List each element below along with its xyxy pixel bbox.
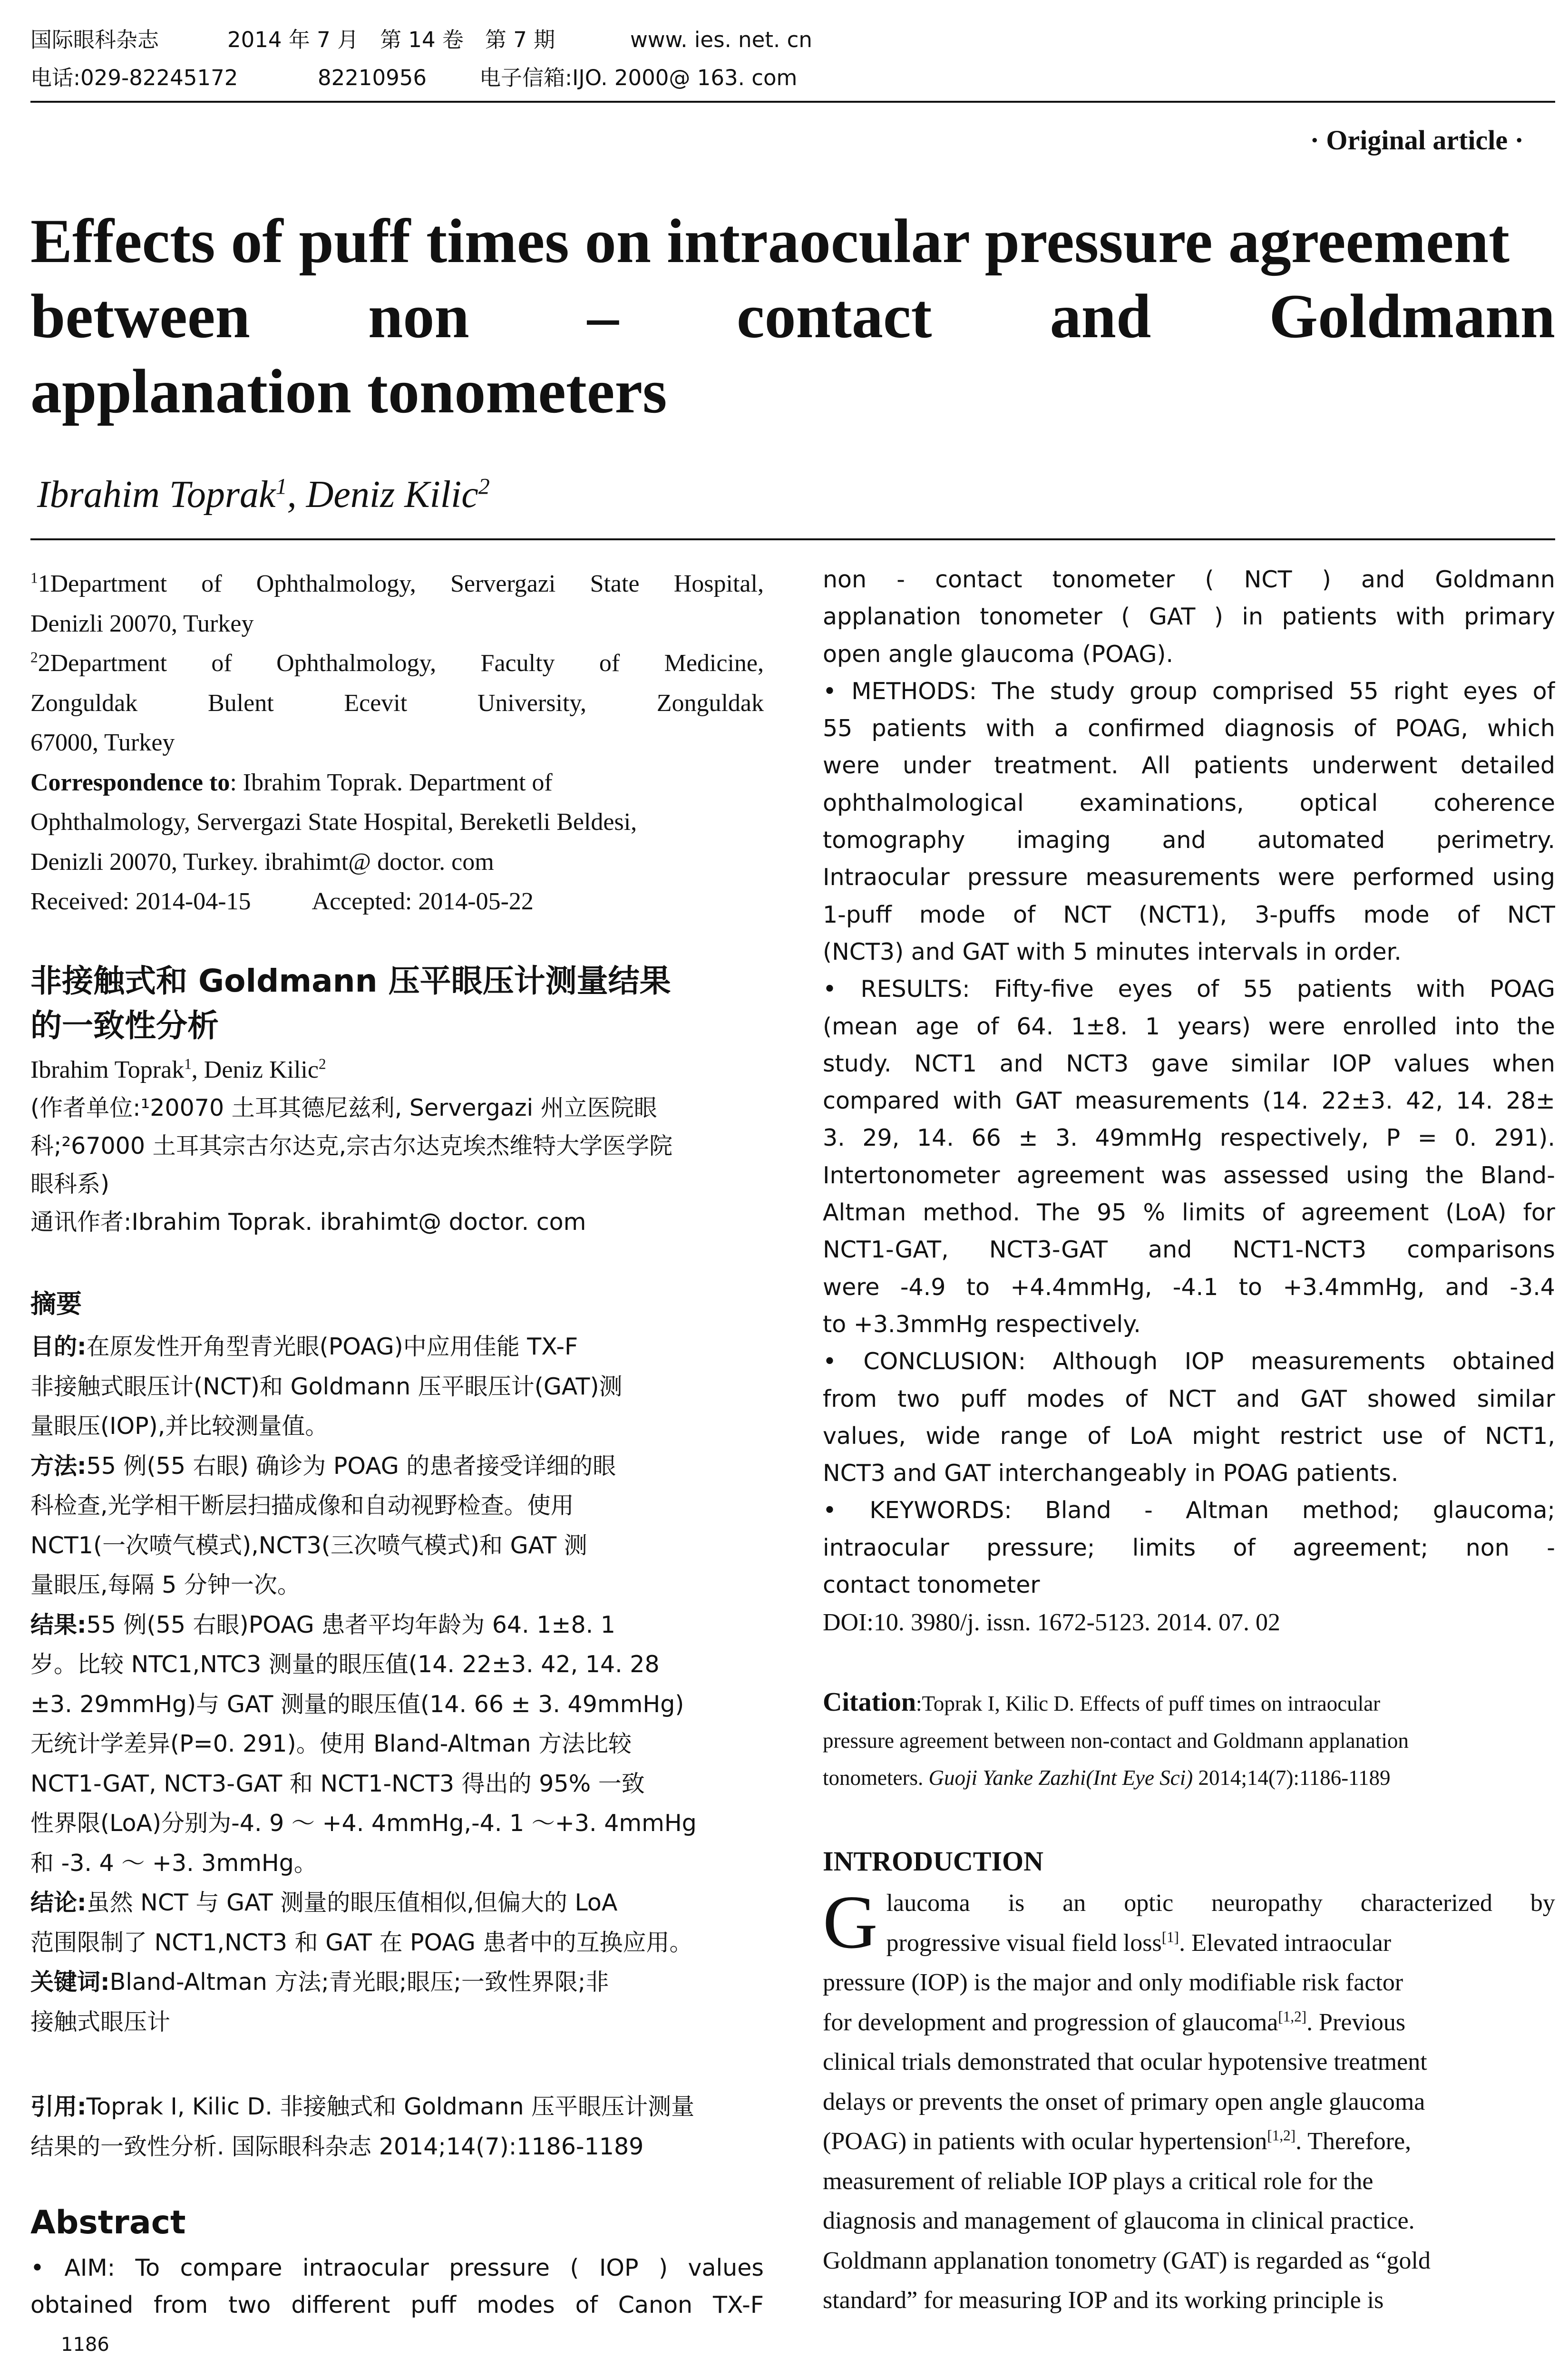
phone-number: 电话:029-82245172 bbox=[30, 65, 238, 90]
author-rule bbox=[30, 538, 1555, 540]
abstract-line: Intraocular pressure measurements were performed using bbox=[823, 864, 1555, 891]
cn-abstract-body bbox=[30, 1327, 764, 2042]
abstract-line: study. NCT1 and NCT3 gave similar IOP values when bbox=[823, 1050, 1555, 1077]
abstract-line: • RESULTS: Fifty-five eyes of 55 patients with POAG bbox=[823, 975, 1555, 1003]
cn-abstract-heading: 摘要 bbox=[30, 1289, 82, 1319]
abstract-line: intraocular pressure; limits of agreement; non - bbox=[823, 1534, 1555, 1561]
abstract-line: • METHODS: The study group comprised 55 right eyes of bbox=[823, 677, 1555, 705]
abstract-line: Altman method. The 95 % limits of agreement (LoA) for bbox=[823, 1199, 1555, 1227]
author-name: Deniz Kilic bbox=[306, 474, 478, 516]
abstract-line: tomography imaging and automated perimetry. bbox=[823, 827, 1555, 854]
cn-citation: 引用:Toprak I, Kilic D. 非接触式和 Goldmann 压平眼压计测量 结果的一致性分析. 国际眼科杂志 2014;14(7):1186-1189 bbox=[30, 2093, 695, 2160]
email-address[interactable]: 电子信箱:IJO. 2000@ 163. com bbox=[479, 65, 798, 90]
issue-info: 2014 年 7 月 第 14 卷 第 7 期 bbox=[227, 27, 555, 52]
cn-abstract-line: 和 -3. 4 ～ +3. 3mmHg。 bbox=[30, 1849, 317, 1877]
abstract-heading: Abstract bbox=[30, 2204, 186, 2241]
abstract-line: Intertonometer agreement was assessed using the Bland- bbox=[823, 1161, 1555, 1189]
cn-abstract-line: ±3. 29mmHg)与 GAT 测量的眼压值(14. 66 ± 3. 49mmHg) bbox=[30, 1690, 684, 1718]
introduction-body: G laucoma is an optic neuropathy characterized by progressive visual field loss[1]. Elevated intraocular pressure (IOP) is the major and only modifiable risk factor for development and progression of glaucoma[1,2]. Previous clinical trials demonstrated that ocular hypotensive treatment delays or prevents the onset of primary open angle glaucoma (POAG) in patients with ocular hypertension[1,2]. Therefore, measurement of reliable IOP plays a critical role for the diagnosis and management of glaucoma in clinical practice. Goldmann applanation tonometry (GAT) is regarded as “gold standard” for measuring IOP and its working principle is bbox=[823, 1880, 1555, 2314]
cn-title: 非接触式和 Goldmann 压平眼压计测量结果 的一致性分析 bbox=[30, 963, 671, 1044]
cn-abstract-line: 非接触式眼压计(NCT)和 Goldmann 压平眼压计(GAT)测 bbox=[30, 1373, 623, 1400]
cn-abstract-line: 目的:在原发性开角型青光眼(POAG)中应用佳能 TX-F bbox=[30, 1333, 578, 1360]
website-link[interactable]: www. ies. net. cn bbox=[630, 27, 812, 52]
author-name: Ibrahim Toprak bbox=[37, 474, 276, 516]
cn-abstract-line: 科检查,光学相干断层扫描成像和自动视野检查。使用 bbox=[30, 1492, 574, 1519]
cn-abstract-line: 方法:55 例(55 右眼) 确诊为 POAG 的患者接受详细的眼 bbox=[30, 1452, 616, 1480]
abstract-line: to +3.3mmHg respectively. bbox=[823, 1310, 1141, 1338]
abstract-body-left: • AIM: To compare intraocular pressure ( IOP ) values obtained from two different puff modes of Canon TX-F bbox=[30, 2254, 764, 2319]
abstract-line: NCT1-GAT, NCT3-GAT and NCT1-NCT3 comparisons bbox=[823, 1236, 1555, 1264]
abstract-line: 3. 29, 14. 66 ± 3. 49mmHg respectively, P = 0. 291). bbox=[823, 1124, 1555, 1152]
journal-name: 国际眼科杂志 bbox=[30, 27, 159, 52]
title-line-1: Effects of puff times on intraocular pressure agreement bbox=[30, 206, 1510, 276]
author-list: Ibrahim Toprak$^1$, Deniz Kilic$^2$ bbox=[37, 474, 490, 516]
abstract-line: (mean age of 64. 1±8. 1 years) were enrolled into the bbox=[823, 1013, 1555, 1040]
phone-number-2: 82210956 bbox=[318, 65, 427, 90]
abstract-line: were -4.9 to +4.4mmHg, -4.1 to +3.4mmHg, and -3.4 bbox=[823, 1273, 1555, 1301]
introduction-heading: INTRODUCTION bbox=[823, 1846, 1044, 1877]
header-rule bbox=[30, 101, 1555, 103]
dates: Received: 2014-04-15 Accepted: 2014-05-22 bbox=[30, 888, 534, 915]
abstract-line: compared with GAT measurements (14. 22±3. 42, 14. 28± bbox=[823, 1087, 1555, 1115]
abstract-line: open angle glaucoma (POAG). bbox=[823, 640, 1174, 668]
cn-authors: Ibrahim Toprak$^1$, Deniz Kilic$^2$ (作者单位:¹20070 土耳其德尼兹利, Servergazi 州立医院眼 科;²67000 土耳其宗古尔达克,宗古尔达克埃杰维特大学医学院 眼科系) 通讯作者:Ibrahim Toprak. ibrahimt@ doctor. com bbox=[30, 1055, 673, 1236]
abstract-line: 55 patients with a confirmed diagnosis of POAG, which bbox=[823, 715, 1555, 742]
drop-cap: G bbox=[823, 1880, 878, 1964]
abstract-line: from two puff modes of NCT and GAT showed similar bbox=[823, 1385, 1555, 1413]
title-line-3: applanation tonometers bbox=[30, 356, 667, 426]
abstract-line: values, wide range of LoA might restrict use of NCT1, bbox=[823, 1422, 1555, 1450]
cn-abstract-line: 接触式眼压计 bbox=[30, 2008, 171, 2036]
cn-abstract-line: 结果:55 例(55 右眼)POAG 患者平均年龄为 64. 1±8. 1 bbox=[30, 1611, 615, 1638]
abstract-line: ophthalmological examinations, optical coherence bbox=[823, 789, 1555, 817]
affiliations: $^1$1Department of Ophthalmology, Servergazi State Hospital, Denizli 20070, Turkey $^2$2Department of Ophthalmology, Faculty of Medicine, Zonguldak Bulent Ecevit University, Zonguldak 67000, Turkey Correspondence to: Ibrahim Toprak. Department of Ophthalmology, Servergazi State Hospital, Bereketli Beldesi, Denizli 20070, Turkey. ibrahimt@ doctor. com Received: 2014-04-15 Accepted: 2014-05-22 bbox=[30, 564, 764, 922]
abstract-line: • KEYWORDS: Bland - Altman method; glaucoma; bbox=[823, 1497, 1555, 1524]
abstract-body-right bbox=[823, 561, 1555, 1604]
cn-abstract-line: NCT1-GAT, NCT3-GAT 和 NCT1-NCT3 得出的 95% 一致 bbox=[30, 1770, 645, 1797]
doi: DOI:10. 3980/j. issn. 1672-5123. 2014. 07. 02 bbox=[823, 1609, 1280, 1636]
abstract-line: non - contact tonometer ( NCT ) and Goldmann bbox=[823, 566, 1555, 593]
cn-abstract-line: 结论:虽然 NCT 与 GAT 测量的眼压值相似,但偏大的 LoA bbox=[30, 1889, 618, 1916]
citation: Citation:Toprak I, Kilic D. Effects of puff times on intraocular pressure agreement between non-contact and Goldmann applanation tonometers. Guoji Yanke Zazhi(Int Eye Sci) 2014;14(7):1186-1189 bbox=[823, 1687, 1409, 1790]
abstract-line: 1-puff mode of NCT (NCT1), 3-puffs mode of NCT bbox=[823, 901, 1555, 928]
article-title bbox=[30, 204, 1555, 429]
abstract-line: (NCT3) and GAT with 5 minutes intervals in order. bbox=[823, 938, 1402, 965]
cn-abstract-line: 量眼压,每隔 5 分钟一次。 bbox=[30, 1571, 301, 1598]
cn-abstract-line: NCT1(一次喷气模式),NCT3(三次喷气模式)和 GAT 测 bbox=[30, 1531, 587, 1559]
cn-abstract-line: 性界限(LoA)分别为-4. 9 ～ +4. 4mmHg,-4. 1 ～+3. 4mmHg bbox=[30, 1810, 697, 1837]
abstract-line: • CONCLUSION: Although IOP measurements obtained bbox=[823, 1348, 1555, 1375]
affiliation-2: $^2$2Department of Ophthalmology, Faculty of Medicine, bbox=[30, 649, 764, 677]
cn-abstract-line: 量眼压(IOP),并比较测量值。 bbox=[30, 1413, 329, 1440]
cn-abstract-line: 关键词:Bland-Altman 方法;青光眼;眼压;一致性界限;非 bbox=[30, 1968, 609, 1996]
cn-abstract-line: 范围限制了 NCT1,NCT3 和 GAT 在 POAG 患者中的互换应用。 bbox=[30, 1929, 693, 1956]
cn-abstract-line: 岁。比较 NTC1,NTC3 测量的眼压值(14. 22±3. 42, 14. 28 bbox=[30, 1651, 660, 1678]
page-number: 1186 bbox=[61, 2334, 109, 2356]
affiliation-1: $^1$1Department of Ophthalmology, Servergazi State Hospital, bbox=[30, 569, 764, 597]
abstract-line: NCT3 and GAT interchangeably in POAG patients. bbox=[823, 1460, 1399, 1487]
correspondence: Correspondence to: Ibrahim Toprak. Department of bbox=[30, 769, 553, 796]
abstract-line: were under treatment. All patients underwent detailed bbox=[823, 752, 1555, 779]
cn-abstract-line: 无统计学差异(P=0. 291)。使用 Bland-Altman 方法比较 bbox=[30, 1730, 632, 1757]
section-label: · Original article · bbox=[1310, 125, 1524, 156]
title-line-2: between non – contact and Goldmann bbox=[30, 281, 1555, 351]
abstract-line: applanation tonometer ( GAT ) in patients with primary bbox=[823, 603, 1555, 631]
abstract-line: contact tonometer bbox=[823, 1571, 1040, 1599]
